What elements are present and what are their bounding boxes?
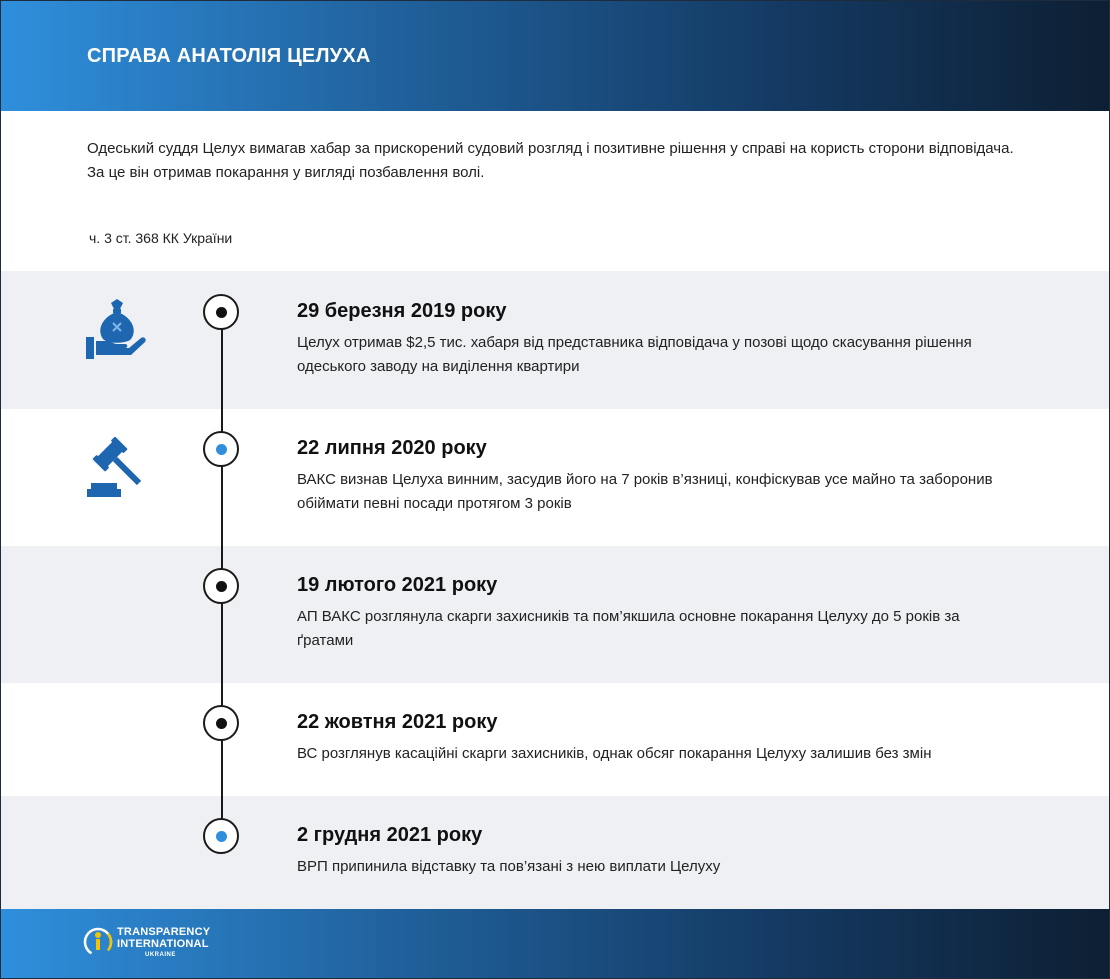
- header-banner: [1, 1, 1109, 111]
- event-date: 22 жовтня 2021 року: [297, 711, 498, 733]
- logo-line2: INTERNATIONAL: [117, 938, 209, 950]
- gavel-icon: [85, 437, 149, 499]
- event-description: Целух отримав $2,5 тис. хабаря від представника відповідача у позові щодо скасування рішення одеського заводу на виділення квартири: [297, 334, 972, 375]
- timeline-dot: [203, 294, 239, 330]
- logo-line1: TRANSPARENCY: [117, 926, 211, 938]
- money-bag-hand-icon: [85, 297, 147, 361]
- event-date: 22 липня 2020 року: [297, 437, 487, 459]
- page-title: СПРАВА АНАТОЛІЯ ЦЕЛУХА: [87, 45, 371, 67]
- timeline-dot: [203, 568, 239, 604]
- timeline-dot: [203, 818, 239, 854]
- timeline-row: [1, 683, 1109, 796]
- event-date: 29 березня 2019 року: [297, 300, 507, 322]
- intro-text: Одеський суддя Целух вимагав хабар за прискорений судовий розгляд і позитивне рішення у справі на користь сторони відповідача. За це він отримав покарання у вигляді позбавлення волі.: [87, 140, 1014, 181]
- footer-banner: [1, 909, 1109, 978]
- event-date: 2 грудня 2021 року: [297, 824, 483, 846]
- event-description: ВАКС визнав Целуха винним, засудив його на 7 років в’язниці, конфіскував усе майно та заборонив обіймати певні посади протягом 3 років: [297, 471, 993, 512]
- legal-article: ч. 3 ст. 368 КК України: [89, 230, 233, 246]
- event-description: ВРП припинила відставку та пов’язані з нею виплати Целуху: [297, 858, 721, 875]
- timeline-dot: [203, 705, 239, 741]
- event-description: АП ВАКС розглянула скарги захисників та пом’якшила основне покарання Целуху до 5 років за ґратами: [297, 608, 960, 649]
- timeline-dot: [203, 431, 239, 467]
- event-description: ВС розглянув касаційні скарги захисників, однак обсяг покарання Целуху залишив без змін: [297, 745, 932, 762]
- event-date: 19 лютого 2021 року: [297, 574, 498, 596]
- ti-logo-mark-icon: [83, 927, 113, 957]
- timeline-row: [1, 796, 1109, 909]
- transparency-international-logo[interactable]: [83, 925, 233, 965]
- logo-line3: UKRAINE: [145, 952, 176, 958]
